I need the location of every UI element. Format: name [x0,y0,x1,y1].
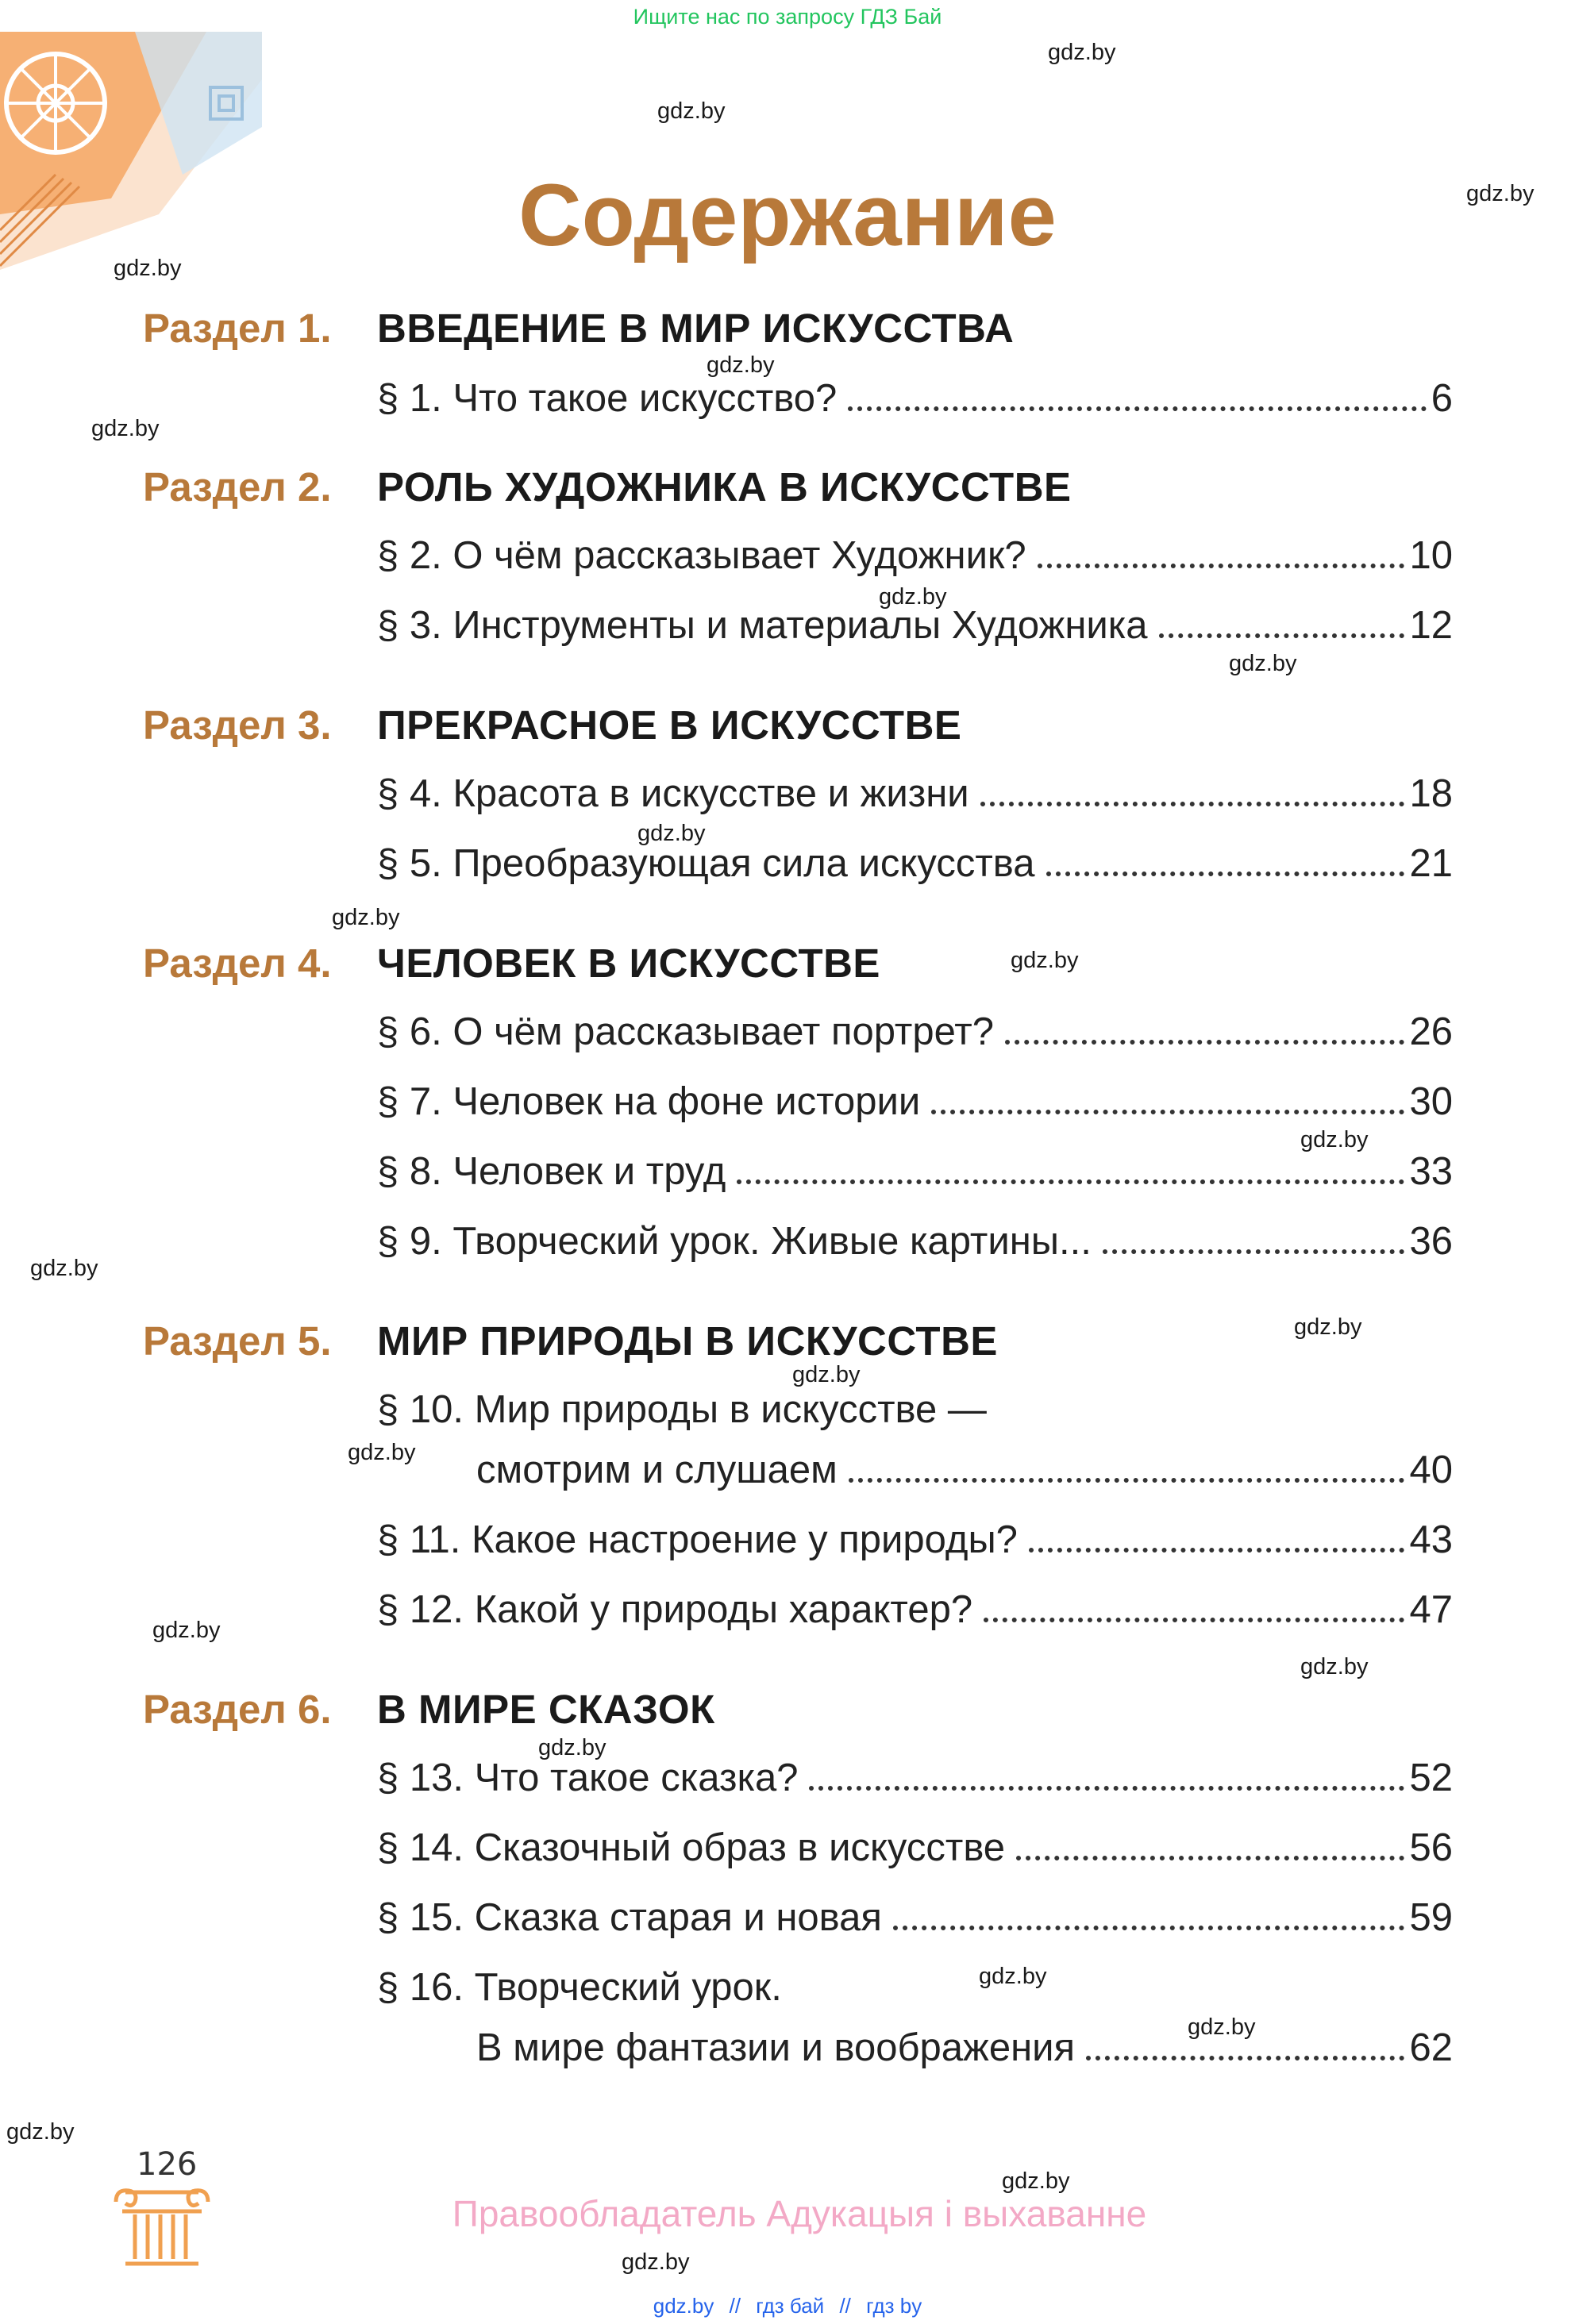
dot-leader [1016,1856,1404,1860]
watermark: gdz.by [332,905,400,930]
toc-item-text-continued: В мире фантазии и воображения [476,2026,1076,2069]
watermark: gdz.by [637,821,706,846]
toc-page-number: 18 [1409,772,1453,815]
section-label: Раздел 4. [143,941,332,986]
toc-item[interactable] [377,1756,1453,1800]
toc-item[interactable] [377,841,1453,886]
watermark: gdz.by [348,1440,416,1465]
toc-item[interactable] [476,1448,1453,1492]
dot-leader [737,1179,1404,1184]
dot-leader [931,1110,1404,1114]
watermark: gdz.by [1048,40,1116,65]
toc-item-text[interactable]: § 16. Творческий урок. [377,1966,782,2009]
toc-item-text: § 12. Какой у природы характер? [377,1588,973,1631]
footer-link[interactable]: гдз бай [756,2294,825,2318]
toc-page-number: 26 [1409,1010,1453,1053]
section-label: Раздел 6. [143,1687,332,1732]
toc-item[interactable] [377,603,1453,648]
toc-page-number: 6 [1431,377,1453,420]
page-number: 126 [137,2146,198,2183]
toc-item-text: § 9. Творческий урок. Живые картины... [377,1220,1092,1263]
toc-item-text: § 7. Человек на фоне истории [377,1080,921,1123]
toc-item-text: § 1. Что такое искусство? [377,377,838,420]
toc-item[interactable] [377,533,1453,578]
toc-item-text-continued: смотрим и слушаем [476,1449,838,1491]
watermark: gdz.by [1294,1314,1362,1340]
toc-item-text[interactable]: § 10. Мир природы в искусстве — [377,1388,987,1431]
section-title: ЧЕЛОВЕК В ИСКУССТВЕ [377,941,880,986]
toc-item[interactable] [377,1895,1453,1940]
toc-item[interactable] [377,1079,1453,1124]
dot-leader [809,1786,1404,1791]
toc-item[interactable] [476,2026,1453,2070]
footer-link[interactable]: gdz.by [653,2294,714,2318]
watermark: gdz.by [707,352,775,378]
toc-item[interactable] [377,1826,1453,1870]
watermark: gdz.by [6,2119,75,2145]
watermark: gdz.by [1011,948,1079,973]
dot-leader [1029,1548,1405,1553]
toc-item-text: § 8. Человек и труд [377,1150,726,1193]
section-title: В МИРЕ СКАЗОК [377,1687,715,1732]
watermark: gdz.by [114,256,182,281]
section-label: Раздел 3. [143,702,332,748]
watermark: gdz.by [1229,651,1297,676]
toc-item-text: § 3. Инструменты и материалы Художника [377,604,1148,647]
toc-page-number: 12 [1409,604,1453,647]
watermark: gdz.by [152,1618,221,1643]
toc-item[interactable] [377,1010,1453,1054]
toc-page-number: 33 [1409,1150,1453,1193]
section-title: ВВЕДЕНИЕ В МИР ИСКУССТВА [377,306,1015,351]
toc-page-number: 21 [1409,842,1453,885]
dot-leader [848,406,1426,411]
dot-leader [1086,2056,1404,2060]
watermark: gdz.by [1300,1127,1369,1152]
watermark: gdz.by [657,98,726,124]
toc-item-text: § 14. Сказочный образ в искусстве [377,1826,1006,1869]
toc-item-text: § 13. Что такое сказка? [377,1756,799,1799]
watermark: gdz.by [538,1735,607,1760]
dot-leader [984,1618,1404,1622]
section-title: ПРЕКРАСНОЕ В ИСКУССТВЕ [377,702,962,748]
dot-leader [1038,564,1405,568]
toc-item-text: § 15. Сказка старая и новая [377,1896,882,1939]
dot-leader [1159,633,1405,638]
toc-page-number: 30 [1409,1080,1453,1123]
dot-leader [1103,1249,1405,1254]
section-label: Раздел 5. [143,1318,332,1364]
toc-item[interactable] [377,771,1453,816]
search-banner[interactable]: Ищите нас по запросу ГДЗ Бай [633,5,942,29]
toc-page-number: 56 [1409,1826,1453,1869]
watermark: gdz.by [1002,2168,1070,2194]
link-separator: // [729,2294,741,2318]
watermark: gdz.by [879,584,947,610]
watermark: gdz.by [1466,181,1535,206]
watermark: gdz.by [91,416,160,441]
dot-leader [849,1478,1405,1483]
section-title: РОЛЬ ХУДОЖНИКА В ИСКУССТВЕ [377,464,1072,510]
watermark: gdz.by [622,2249,690,2275]
dot-leader [1005,1040,1405,1045]
section-title: МИР ПРИРОДЫ В ИСКУССТВЕ [377,1318,998,1364]
watermark: gdz.by [792,1362,861,1387]
toc-item-text: § 4. Красота в искусстве и жизни [377,772,969,815]
section-label: Раздел 2. [143,464,332,510]
toc-page-number: 47 [1409,1588,1453,1631]
footer-link[interactable]: гдз by [866,2294,922,2318]
toc-item-text: § 6. О чём рассказывает портрет? [377,1010,994,1053]
section-label: Раздел 1. [143,306,332,351]
toc-page-number: 10 [1409,534,1453,577]
toc-item[interactable] [377,1149,1453,1194]
footer-links [0,2294,1575,2318]
watermark: gdz.by [1300,1654,1369,1680]
toc-page-number: 52 [1409,1756,1453,1799]
page-title: Содержание [518,167,1057,264]
toc-page-number: 40 [1409,1449,1453,1491]
copyright-notice: Правообладатель Адукацыя і выхаванне [452,2193,1147,2234]
toc-page-number: 62 [1409,2026,1453,2069]
toc-item[interactable] [377,1219,1453,1264]
watermark: gdz.by [30,1256,98,1281]
dot-leader [893,1926,1405,1930]
link-separator: // [839,2294,851,2318]
toc-item-text: § 2. О чём рассказывает Художник? [377,534,1026,577]
dot-leader [1046,872,1405,876]
toc-item-text: § 5. Преобразующая сила искусства [377,842,1035,885]
watermark: gdz.by [1188,2014,1256,2040]
toc-page-number: 59 [1409,1896,1453,1939]
toc-item[interactable] [377,1518,1453,1562]
toc-page-number: 36 [1409,1220,1453,1263]
toc-item-text: § 11. Какое настроение у природы? [377,1518,1018,1561]
dot-leader [980,802,1405,806]
toc-page-number: 43 [1409,1518,1453,1561]
watermark: gdz.by [979,1964,1047,1989]
toc-item[interactable] [377,1587,1453,1632]
toc-item[interactable] [377,376,1453,421]
